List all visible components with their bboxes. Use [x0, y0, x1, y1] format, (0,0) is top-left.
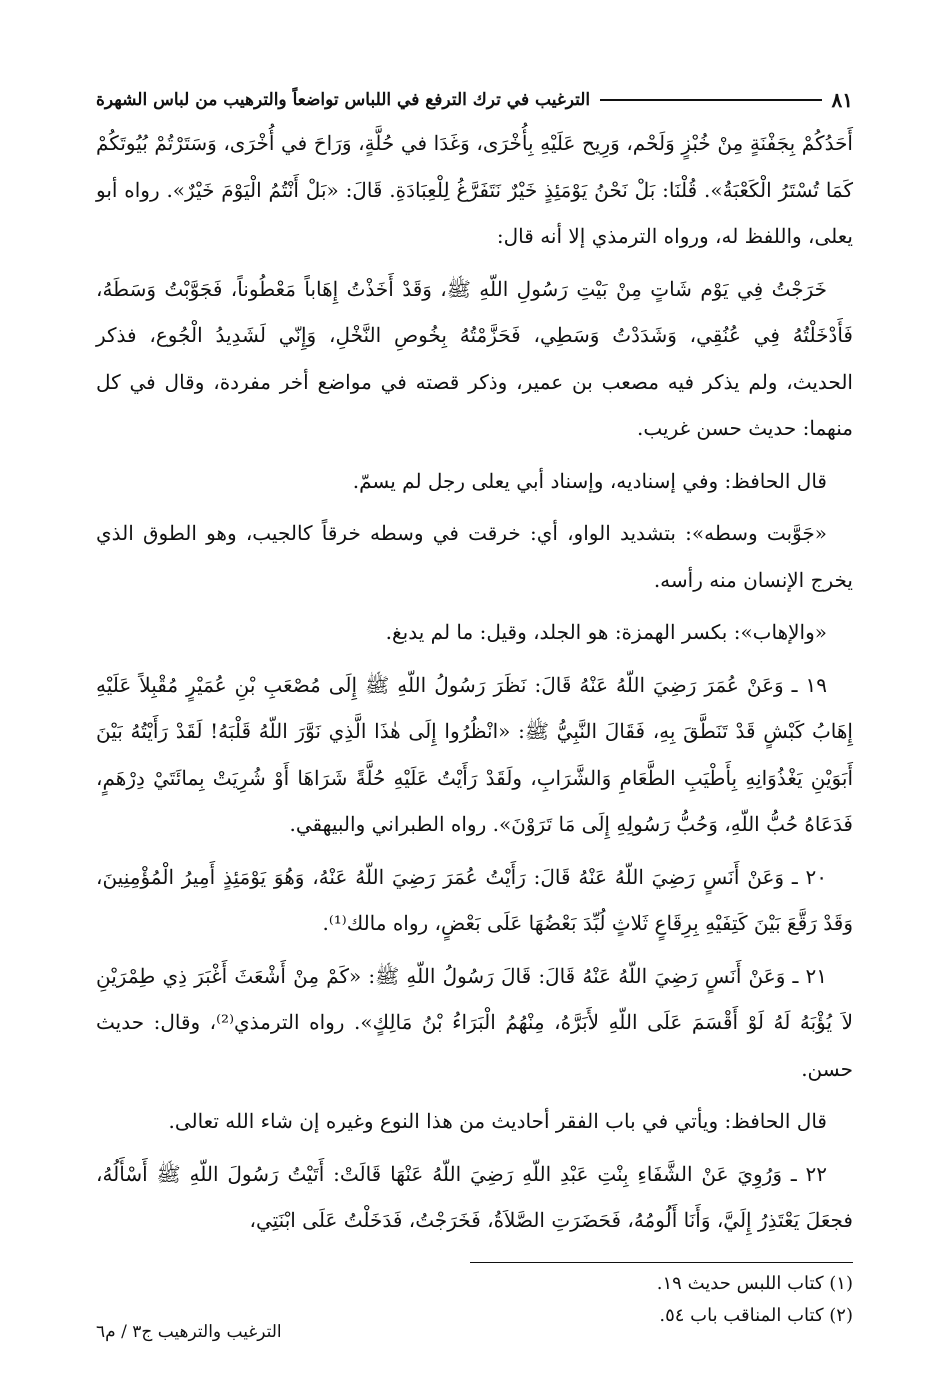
- hadith-22: ٢٢ ـ وَرُوِيَ عَنْ الشَّفَاءِ بِنْتِ عَبْدِ اللّهِ رَضِيَ اللّهُ عَنْهَا قَالَتْ: أَتَيْتُ رَسُولَ اللّهِ ﷺ أَسْأَلُهُ، فجعَلَ يَعْتَذِرُ إِلَيَّ، وَأَنَا أَلُومُهُ، فَحَضَرَتِ الصَّلاَةُ، فَخَرَجْتُ، فَدَخَلْتُ عَلَى ابْنَتِي،: [96, 1161, 853, 1232]
- hadith-19: ١٩ ـ وَعَنْ عُمَرَ رَضِيَ اللّهُ عَنْهُ قَالَ: نَظَرَ رَسُولُ اللّهِ ﷺ إِلَى مُصْعَبِ بْنِ عُمَيْرٍ مُقْبِلاً عَلَيْهِ إِهَابُ كَبْشٍ قَدْ تَنَطَّقَ بِهِ، فَقَالَ النَّبِيُّ ﷺ: «انْظُرُوا إِلَى هٰذَا الَّذِي نَوَّرَ اللّهُ قَلْبَهُ! لَقَدْ رَأَيْتُهُ بَيْنَ أَبَوَيْنِ يَغْذُوَانِهِ بِأَطْيَبِ الطَّعَامِ وَالشَّرَابِ، ولَقَدْ رَأَيْتُ عَلَيْهِ حُلَّةً شَرَاهَا أَوْ شُرِيَتْ بِمائَتَيْ دِرْهَمٍ، فَدَعَاهُ حُبُّ اللّهِ، وَحُبُّ رَسُولِهِ إِلَى مَا تَرَوْنَ». رواه الطبراني والبيهقي.: [96, 672, 853, 836]
- paragraph-gloss-ihab: «والإهاب»: بكسر الهمزة: هو الجلد، وقيل: ما لم يدبغ.: [385, 620, 827, 644]
- paragraph-hafiz-note-2: قال الحافظ: ويأتي في باب الفقر أحاديث من هذا النوع وغيره إن شاء الله تعالى.: [168, 1109, 827, 1133]
- footnote-rule: [470, 1262, 853, 1263]
- footnote-1: (١) كتاب اللبس حديث ١٩.: [656, 1273, 853, 1294]
- running-title: الترغيب في ترك الترفع في اللباس تواضعاً والترهيب من لباس الشهرة: [96, 90, 591, 110]
- printer-signature: الترغيب والترهيب ج٣ / م٦: [96, 1322, 282, 1342]
- footnote-2: (٢) كتاب المناقب باب ٥٤.: [659, 1305, 853, 1326]
- hadith-20: ٢٠ ـ وَعَنْ أَنَسٍ رَضِيَ اللّهُ عَنْهُ قَالَ: رَأَيْتُ عُمَرَ رَضِيَ اللّهُ عَنْهُ، وَهُوَ يَوْمَئِذٍ أَمِيرُ الْمُؤْمِنِينَ، وَقَدْ رَقَّعَ بَيْنَ كَتِفَيْهِ بِرِقَاعٍ ثَلاثٍ لُبِّدَ بَعْضُهَا عَلَى بَعْضٍ، رواه مالك⁽¹⁾.: [96, 864, 853, 935]
- page-body: [96, 120, 853, 1250]
- paragraph-tirmidhi-wording: خَرَجْتُ فِي يَوْم شَاتٍ مِنْ بَيْتِ رَسُولِ اللّهِ ﷺ، وَقَدْ أَخَذْتُ إِهَاباً مَعْطُوناً، فَجَوَّبْتُ وَسَطَهُ، فَأَدْخَلْتُهُ فِي عُنُقِي، وَشَدَدْتُ وَسَطِي، فَحَزَّمْتُهُ بِخُوصِ النَّخْلِ، وَإِنّي لَشَدِيدُ الْجُوع، فذكر الحديث، ولم يذكر فيه مصعب بن عمير، وذكر قصته في مواضع أخر مفردة، وقال في كل منهما: حديث حسن غريب.: [96, 276, 853, 440]
- page-number: ٨١: [831, 88, 853, 112]
- header-rule: [600, 99, 821, 101]
- paragraph-hafiz-note-1: قال الحافظ: وفي إسناديه، وإسناد أبي يعلى رجل لم يسمّ.: [352, 468, 827, 493]
- hadith-21: ٢١ ـ وَعَنْ أَنَسٍ رَضِيَ اللّهُ عَنْهُ قَالَ: قَالَ رَسُولُ اللّهِ ﷺ: «كَمْ مِنْ أَشْعَثَ أَغْبَرَ ذِي طِمْرَيْنِ لاَ يُؤْبَهُ لَهُ لَوْ أَقْسَمَ عَلَى اللّهِ لأَبَرَّهُ، مِنْهُمُ الْبَرَاءُ بْنُ مَالِكٍ». رواه الترمذي⁽²⁾، وقال: حديث حسن.: [96, 963, 853, 1081]
- running-header: [96, 84, 853, 116]
- paragraph-gloss-jawwabt: «جَوَّبت وسطه»: بتشديد الواو، أي: خرقت في وسطه خرقاً كالجيب، وهو الطوق الذي يخرج الإنسان منه رأسه.: [96, 521, 853, 592]
- paragraph-continuation: أَحَدُكُمْ بِجَفْنَةٍ مِنْ خُبْزٍ وَلَحْم، وَرِيح عَلَيْهِ بِأُخْرَى، وَغَدَا في حُلَّةٍ، وَرَاحَ في أُخْرَى، وَسَتَرْتُمْ بُيُوتَكُمْ كَمَا تُسْتَرُ الْكَعْبَةُ». قُلْنَا: بَلْ نَحْنُ يَوْمَئِذٍ خَيْرٌ نَتَفَرَّغُ لِلْعِبَادَةِ. قَالَ: «بَلْ أَنْتُمُ الْيَوْمَ خَيْرٌ». رواه أبو يعلى، واللفظ له، ورواه الترمذي إلا أنه قال:: [96, 131, 853, 248]
